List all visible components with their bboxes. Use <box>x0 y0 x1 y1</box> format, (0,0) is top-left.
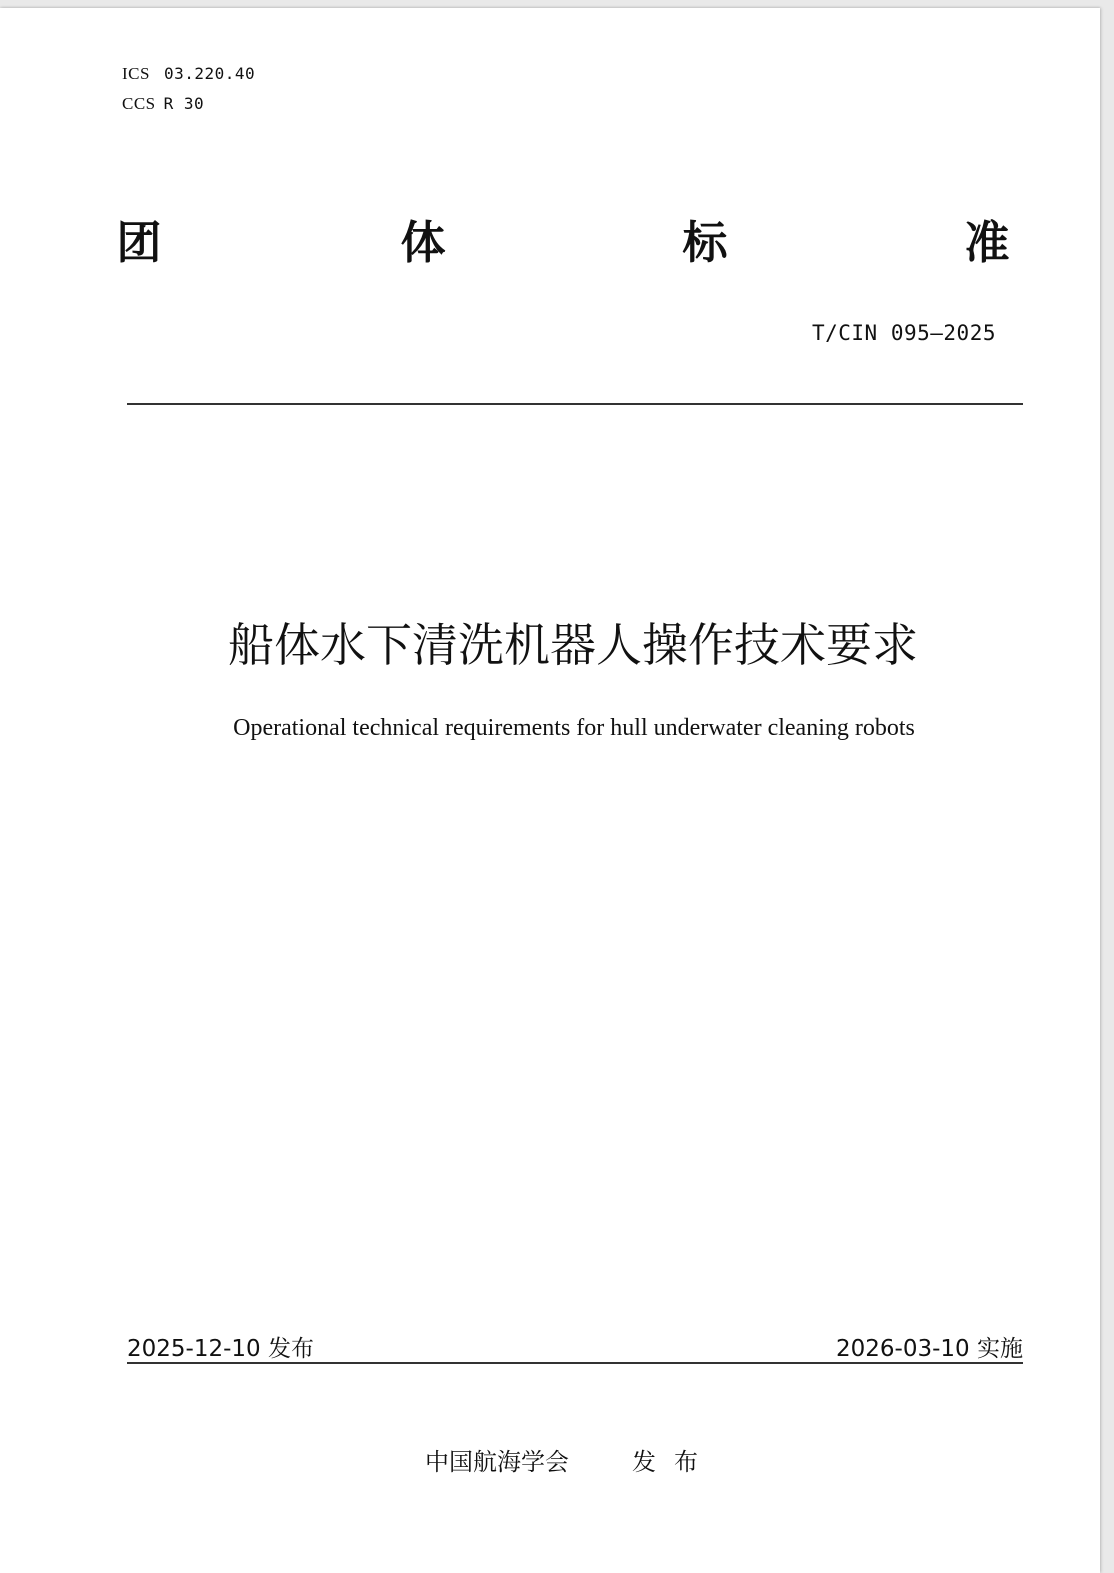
chinese-title: 船体水下清洗机器人操作技术要求 <box>228 618 918 672</box>
top-divider <box>127 403 1023 405</box>
english-title: Operational technical requirements for hull underwater cleaning robots <box>233 715 915 741</box>
ccs-value: R 30 <box>163 94 205 113</box>
bottom-divider <box>127 1362 1023 1364</box>
ccs-classification <box>122 94 204 114</box>
document-page <box>0 8 1100 1573</box>
standard-type-char-2: 体 <box>400 216 446 269</box>
issue-date: 2025-12-10 发布 <box>127 1336 314 1362</box>
publish-verb: 发布 <box>632 1448 716 1476</box>
standard-type-char-1: 团 <box>116 216 162 269</box>
ics-value: 03.220.40 <box>163 64 256 83</box>
implementation-date: 2026-03-10 实施 <box>836 1336 1023 1362</box>
standard-type-char-4: 准 <box>964 216 1010 269</box>
standard-code: T/CIN 095—2025 <box>811 321 996 345</box>
ccs-label: CCS <box>122 94 156 113</box>
publisher-name: 中国航海学会 <box>425 1448 569 1476</box>
ics-classification <box>122 64 255 84</box>
ics-label: ICS <box>122 64 150 83</box>
standard-type-char-3: 标 <box>682 216 728 269</box>
